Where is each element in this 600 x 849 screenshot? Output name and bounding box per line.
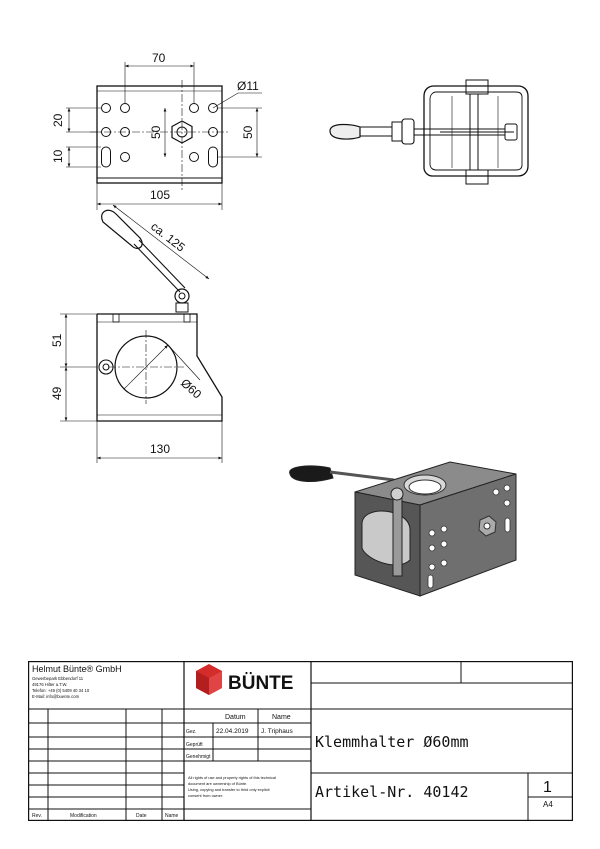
rights-line-2: document are ownership of Bünte.: [188, 781, 248, 786]
dim-20: 20: [51, 113, 65, 127]
isometric-view: [290, 462, 516, 596]
buente-logo: [196, 664, 293, 695]
header-datum: Datum: [225, 714, 246, 721]
company-street: Gewerbepark Ebbendorf 11: [32, 676, 84, 681]
sheet-number: 1: [543, 779, 552, 796]
slot: [209, 147, 218, 167]
row-genehmigt: Genehmigt: [186, 754, 211, 760]
sheet-format: A4: [543, 800, 553, 809]
rights-line-3: Using, copying and transfer to third only explicit: [188, 787, 270, 792]
company-city: 49176 Hilter a.T.W.: [32, 682, 68, 687]
side-view: [60, 205, 222, 463]
dim-105: 105: [150, 188, 171, 202]
dim-50-inner: 50: [149, 125, 163, 139]
top-view: [330, 80, 528, 184]
rev-header: Rev.: [32, 813, 42, 819]
company-name: Helmut Bünte® GmbH: [32, 664, 122, 674]
dim-70: 70: [152, 51, 166, 65]
dim-49: 49: [50, 386, 64, 400]
dim-10: 10: [51, 149, 65, 163]
hole: [102, 104, 111, 113]
clamp-handle: [102, 210, 189, 312]
row-gez: Gez.: [186, 729, 197, 735]
company-phone: Telefon: +49 (0) 5409 40 34 10: [32, 688, 90, 693]
gez-date: 22.04.2019: [216, 728, 249, 735]
dim-51: 51: [50, 333, 64, 347]
modification-header: Modification: [70, 813, 97, 819]
header-name: Name: [272, 714, 291, 721]
rights-line-1: All rights of use and property rights of this technical: [188, 775, 277, 780]
dim-hole-dia: Ø11: [237, 79, 259, 93]
dim-130: 130: [150, 442, 171, 456]
company-email: E-Mail: info@buente.com: [32, 694, 80, 699]
name-header: Name: [165, 813, 179, 819]
dim-handle-length: ca. 125: [148, 219, 188, 255]
article-number: Artikel-Nr. 40142: [315, 783, 469, 801]
slot: [102, 147, 111, 167]
gez-name: J. Triphaus: [261, 728, 293, 735]
title-block: [28, 661, 573, 821]
row-geprueft: Geprüft: [186, 742, 203, 748]
logo-wordmark: BÜNTE: [228, 673, 294, 694]
dim-50-right: 50: [241, 125, 255, 139]
hole: [190, 153, 199, 162]
handle-knob: [330, 124, 360, 139]
date-header: Date: [136, 813, 147, 819]
dim-bore-dia: Ø60: [177, 375, 205, 402]
hole: [190, 104, 199, 113]
rights-line-4: consent from owner.: [188, 793, 224, 798]
hole: [121, 104, 130, 113]
hole: [121, 153, 130, 162]
drawing-title: Klemmhalter Ø60mm: [315, 733, 469, 751]
